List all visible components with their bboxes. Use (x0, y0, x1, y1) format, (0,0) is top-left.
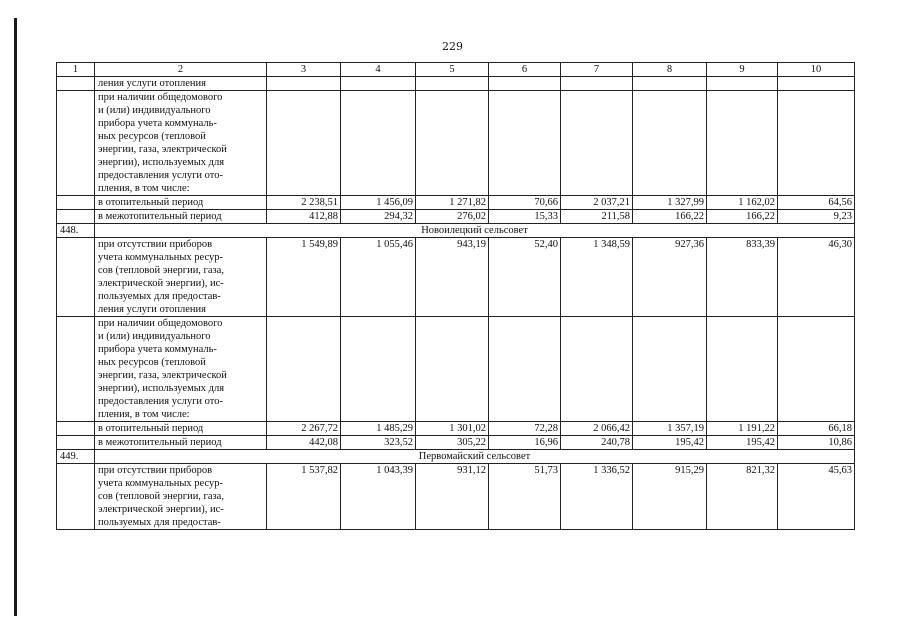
value-cell: 2 267,72 (267, 422, 341, 436)
value-cell: 10,86 (778, 436, 855, 450)
value-cell (707, 77, 778, 91)
value-cell: 240,78 (561, 436, 633, 450)
value-cell: 46,30 (778, 238, 855, 317)
value-cell (778, 91, 855, 196)
column-number-cell: 6 (489, 63, 561, 77)
value-cell: 442,08 (267, 436, 341, 450)
value-cell: 195,42 (633, 436, 707, 450)
value-cell: 1 537,82 (267, 464, 341, 530)
description-cell: в межотопительный период (95, 436, 267, 450)
value-cell: 1 191,22 (707, 422, 778, 436)
row-number-cell (57, 317, 95, 422)
value-cell: 1 327,99 (633, 196, 707, 210)
value-cell: 166,22 (633, 210, 707, 224)
value-cell: 915,29 (633, 464, 707, 530)
description-cell: в межотопительный период (95, 210, 267, 224)
value-cell: 1 055,46 (341, 238, 416, 317)
value-cell (707, 91, 778, 196)
table-row (57, 91, 855, 196)
column-number-cell: 10 (778, 63, 855, 77)
value-cell (633, 317, 707, 422)
value-cell: 1 456,09 (341, 196, 416, 210)
value-cell: 166,22 (707, 210, 778, 224)
section-title: Новоилецкий сельсовет (95, 224, 855, 238)
table-row (57, 422, 855, 436)
value-cell: 1 043,39 (341, 464, 416, 530)
description-cell: при наличии общедомового и (или) индивидуального прибора учета коммуналь- ных ресурсов (тепловой энергии, газа, электрической энергии), используемых для предоставления услуги ото- пления, в том числе: (95, 317, 267, 422)
value-cell: 51,73 (489, 464, 561, 530)
value-cell: 305,22 (416, 436, 489, 450)
value-cell (416, 91, 489, 196)
value-cell (489, 91, 561, 196)
section-number: 449. (57, 450, 95, 464)
value-cell: 16,96 (489, 436, 561, 450)
value-cell: 821,32 (707, 464, 778, 530)
table-row (57, 77, 855, 91)
table-row (57, 238, 855, 317)
column-number-cell: 8 (633, 63, 707, 77)
column-number-cell: 1 (57, 63, 95, 77)
section-row (57, 450, 855, 464)
value-cell: 276,02 (416, 210, 489, 224)
value-cell (267, 317, 341, 422)
table-row (57, 436, 855, 450)
value-cell (267, 91, 341, 196)
value-cell (489, 77, 561, 91)
value-cell: 1 271,82 (416, 196, 489, 210)
value-cell: 2 238,51 (267, 196, 341, 210)
value-cell: 412,88 (267, 210, 341, 224)
value-cell: 943,19 (416, 238, 489, 317)
value-cell: 1 485,29 (341, 422, 416, 436)
value-cell: 70,66 (489, 196, 561, 210)
column-number-cell: 5 (416, 63, 489, 77)
value-cell: 1 336,52 (561, 464, 633, 530)
value-cell: 931,12 (416, 464, 489, 530)
value-cell (416, 77, 489, 91)
value-cell (561, 91, 633, 196)
binding-edge-line (14, 18, 17, 616)
value-cell: 15,33 (489, 210, 561, 224)
value-cell: 323,52 (341, 436, 416, 450)
row-number-cell (57, 210, 95, 224)
description-cell: в отопительный период (95, 422, 267, 436)
value-cell (416, 317, 489, 422)
value-cell (561, 317, 633, 422)
value-cell: 1 549,89 (267, 238, 341, 317)
value-cell (561, 77, 633, 91)
value-cell: 927,36 (633, 238, 707, 317)
description-cell: при наличии общедомового и (или) индивидуального прибора учета коммуналь- ных ресурсов (тепловой энергии, газа, электрической энергии), используемых для предоставления услуги ото- пления, в том числе: (95, 91, 267, 196)
row-number-cell (57, 77, 95, 91)
value-cell (341, 317, 416, 422)
value-cell: 52,40 (489, 238, 561, 317)
value-cell: 195,42 (707, 436, 778, 450)
column-number-cell: 3 (267, 63, 341, 77)
value-cell (267, 77, 341, 91)
description-cell: в отопительный период (95, 196, 267, 210)
value-cell (341, 77, 416, 91)
value-cell: 1 348,59 (561, 238, 633, 317)
row-number-cell (57, 436, 95, 450)
row-number-cell (57, 196, 95, 210)
table-row (57, 317, 855, 422)
section-title: Первомайский сельсовет (95, 450, 855, 464)
value-cell (707, 317, 778, 422)
row-number-cell (57, 238, 95, 317)
row-number-cell (57, 464, 95, 530)
value-cell: 64,56 (778, 196, 855, 210)
value-cell (778, 77, 855, 91)
value-cell: 72,28 (489, 422, 561, 436)
value-cell (489, 317, 561, 422)
column-number-cell: 7 (561, 63, 633, 77)
value-cell: 211,58 (561, 210, 633, 224)
column-number-cell: 4 (341, 63, 416, 77)
page-number: 229 (442, 40, 463, 53)
section-row (57, 224, 855, 238)
value-cell: 45,63 (778, 464, 855, 530)
row-number-cell (57, 91, 95, 196)
tariff-table (56, 62, 855, 530)
section-number: 448. (57, 224, 95, 238)
table-row (57, 210, 855, 224)
value-cell: 66,18 (778, 422, 855, 436)
column-number-row (57, 63, 855, 77)
value-cell (778, 317, 855, 422)
value-cell: 2 066,42 (561, 422, 633, 436)
description-cell: при отсутствии приборов учета коммунальных ресур- сов (тепловой энергии, газа, электрической энергии), ис- пользуемых для предостав- (95, 464, 267, 530)
description-cell: ления услуги отопления (95, 77, 267, 91)
value-cell: 833,39 (707, 238, 778, 317)
value-cell: 294,32 (341, 210, 416, 224)
value-cell (341, 91, 416, 196)
value-cell: 1 162,02 (707, 196, 778, 210)
value-cell: 1 301,02 (416, 422, 489, 436)
description-cell: при отсутствии приборов учета коммунальных ресур- сов (тепловой энергии, газа, электрической энергии), ис- пользуемых для предостав- ления услуги отопления (95, 238, 267, 317)
value-cell (633, 77, 707, 91)
column-number-cell: 2 (95, 63, 267, 77)
row-number-cell (57, 422, 95, 436)
value-cell (633, 91, 707, 196)
table-row (57, 196, 855, 210)
value-cell: 9,23 (778, 210, 855, 224)
value-cell: 2 037,21 (561, 196, 633, 210)
column-number-cell: 9 (707, 63, 778, 77)
value-cell: 1 357,19 (633, 422, 707, 436)
table-row (57, 464, 855, 530)
